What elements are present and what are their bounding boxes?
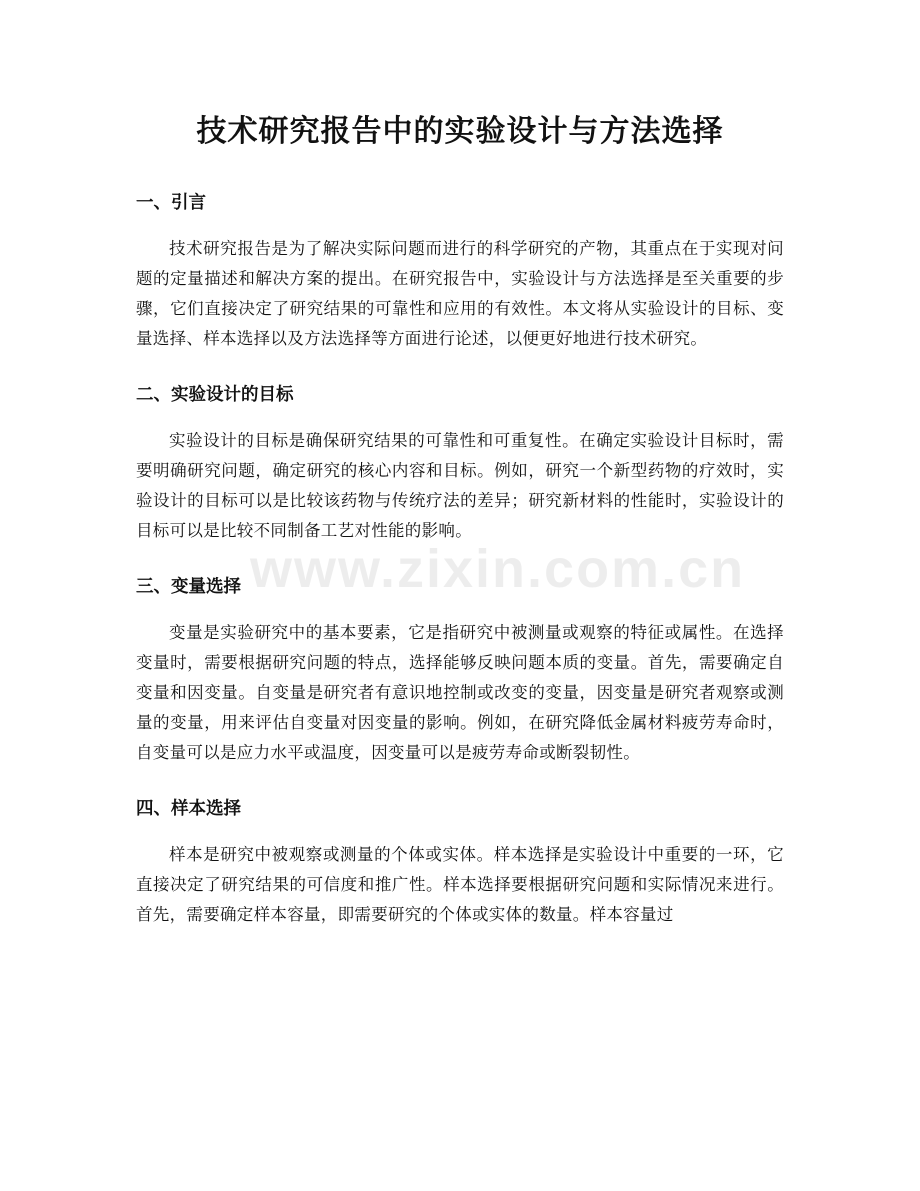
section-heading: 三、变量选择	[136, 577, 241, 597]
section-variable-selection	[136, 574, 784, 768]
section-introduction	[136, 190, 784, 354]
section-sample-selection	[136, 796, 784, 930]
section-heading: 四、样本选择	[136, 799, 241, 819]
section-heading: 二、实验设计的目标	[136, 385, 294, 405]
section-paragraph: 实验设计的目标是确保研究结果的可靠性和可重复性。在确定实验设计目标时，需要明确研究问题，确定研究的核心内容和目标。例如，研究一个新型药物的疗效时，实验设计的目标可以是比较该药物与传统疗法的差异；研究新材料的性能时，实验设计的目标可以是比较不同制备工艺对性能的影响。	[136, 431, 784, 540]
section-experiment-goal	[136, 382, 784, 546]
section-paragraph: 变量是实验研究中的基本要素，它是指研究中被测量或观察的特征或属性。在选择变量时，需要根据研究问题的特点，选择能够反映问题本质的变量。首先，需要确定自变量和因变量。自变量是研究者有意识地控制或改变的变量，因变量是研究者观察或测量的变量，用来评估自变量对因变量的影响。例如，在研究降低金属材料疲劳寿命时，自变量可以是应力水平或温度，因变量可以是疲劳寿命或断裂韧性。	[136, 623, 784, 762]
watermark: www.zixin.com.cn	[250, 539, 746, 599]
section-paragraph: 样本是研究中被观察或测量的个体或实体。样本选择是实验设计中重要的一环，它直接决定了研究结果的可信度和推广性。样本选择要根据研究问题和实际情况来进行。首先，需要确定样本容量，即需要研究的个体或实体的数量。样本容量过	[136, 845, 784, 924]
document-title: 技术研究报告中的实验设计与方法选择	[196, 114, 724, 149]
section-heading: 一、引言	[136, 193, 206, 213]
section-paragraph: 技术研究报告是为了解决实际问题而进行的科学研究的产物，其重点在于实现对问题的定量描述和解决方案的提出。在研究报告中，实验设计与方法选择是至关重要的步骤，它们直接决定了研究结果的可靠性和应用的有效性。本文将从实验设计的目标、变量选择、样本选择以及方法选择等方面进行论述，以便更好地进行技术研究。	[136, 239, 784, 348]
